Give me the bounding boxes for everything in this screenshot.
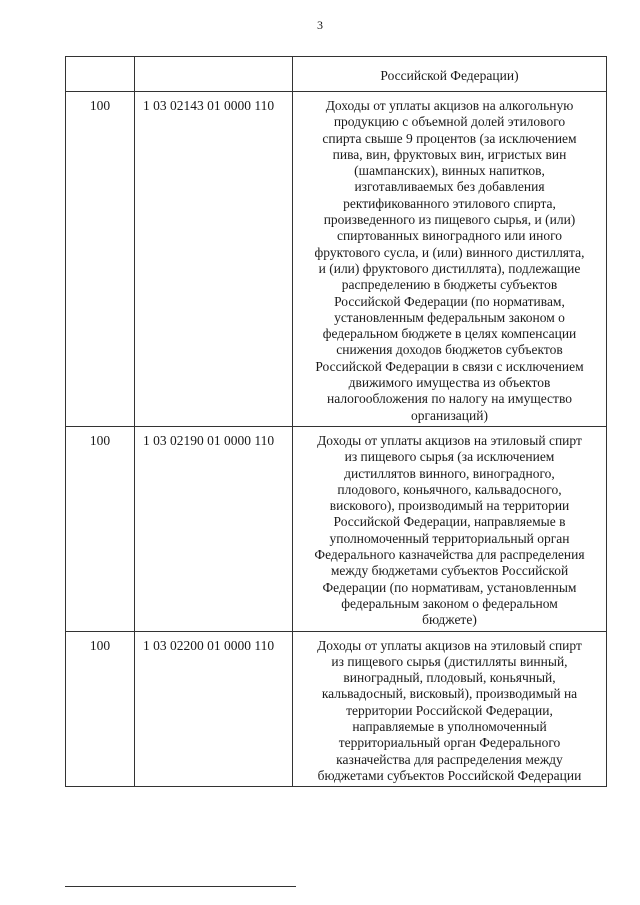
description-line: спирта свыше 9 процентов (за исключением bbox=[322, 130, 577, 146]
description-cell bbox=[293, 426, 607, 631]
description-line: федеральном бюджете в целях компенсации bbox=[322, 326, 577, 342]
kbk-cell: 1 03 02200 01 0000 110 bbox=[135, 631, 293, 787]
description-line: между бюджетами субъектов Российской bbox=[330, 563, 569, 579]
description-line: Доходы от уплаты акцизов на этиловый спирт bbox=[317, 637, 582, 653]
description-line: Доходы от уплаты акцизов на алкогольную bbox=[325, 98, 574, 113]
admin-code-cell bbox=[66, 57, 135, 92]
description-line: территории Российской Федерации, bbox=[346, 702, 553, 718]
description-line: направляемые в уполномоченный bbox=[352, 718, 547, 734]
description-line: и (или) фруктового дистиллята), подлежащие bbox=[318, 260, 581, 276]
description-line: движимого имущества из объектов bbox=[348, 375, 551, 391]
description-line: Федерации (по нормативам, установленным bbox=[322, 579, 577, 595]
description-line: Российской Федерации) bbox=[380, 67, 519, 83]
description-line: бюджете) bbox=[422, 612, 477, 628]
admin-code-cell: 100 bbox=[66, 631, 135, 787]
description-line: распределению в бюджеты субъектов bbox=[341, 277, 558, 293]
description-line: из пищевого сырья (дистилляты винный, bbox=[331, 653, 568, 669]
description-line: Российской Федерации в связи с исключением bbox=[315, 358, 584, 374]
description-line: произведенного из пищевого сырья, и (или) bbox=[323, 212, 576, 228]
description-line: Доходы от уплаты акцизов на этиловый спирт bbox=[317, 432, 582, 448]
description-line: продукцию с объемной долей этилового bbox=[333, 114, 566, 130]
description-line: казначейства для распределения между bbox=[336, 751, 563, 767]
budget-classification-table bbox=[65, 56, 607, 787]
description-line: спиртованных виноградного или иного bbox=[336, 228, 563, 244]
description-cell bbox=[293, 92, 607, 427]
description-line: территориальный орган Федерального bbox=[338, 735, 561, 751]
description-line: установленным федеральным законом о bbox=[334, 309, 565, 325]
description-line: федеральным законом о федеральном bbox=[341, 595, 558, 611]
description-line: пива, вин, фруктовых вин, игристых вин bbox=[332, 146, 567, 162]
description-line: налогообложения по налогу на имущество bbox=[327, 391, 572, 407]
description-line: бюджетами субъектов Российской Федерации bbox=[317, 767, 582, 783]
kbk-cell: 1 03 02143 01 0000 110 bbox=[135, 92, 293, 427]
description-cell bbox=[293, 631, 607, 787]
footer-rule bbox=[65, 886, 296, 887]
description-line: дистиллятов винного, виноградного, bbox=[344, 465, 555, 481]
kbk-cell: 1 03 02190 01 0000 110 bbox=[135, 426, 293, 631]
description-line: Федерального казначейства для распределения bbox=[314, 547, 585, 563]
description-line: виноградный, плодовый, коньячный, bbox=[343, 670, 556, 686]
description-line: организаций) bbox=[411, 407, 488, 423]
kbk-cell bbox=[135, 57, 293, 92]
page-number: 3 bbox=[317, 18, 323, 32]
description-line: (шампанских), винных напитков, bbox=[354, 163, 545, 179]
description-line: из пищевого сырья (за исключением bbox=[344, 449, 555, 465]
admin-code-cell: 100 bbox=[66, 426, 135, 631]
table-row bbox=[66, 631, 607, 787]
description-line: Российской Федерации, направляемые в bbox=[333, 514, 566, 530]
description-line: плодового, коньячного, кальвадосного, bbox=[337, 481, 562, 497]
description-line: изготавливаемых без добавления bbox=[354, 179, 545, 195]
description-line: ректификованного этилового спирта, bbox=[343, 195, 556, 211]
table-row bbox=[66, 426, 607, 631]
description-cell bbox=[293, 57, 607, 92]
description-line: Российской Федерации (по нормативам, bbox=[334, 293, 565, 309]
description-line: кальвадосный, висковый), производимый на bbox=[321, 686, 578, 702]
table-row bbox=[66, 92, 607, 427]
description-line: уполномоченный территориальный орган bbox=[329, 530, 570, 546]
admin-code-cell: 100 bbox=[66, 92, 135, 427]
description-line: вискового), производимый на территории bbox=[329, 498, 570, 514]
description-line: снижения доходов бюджетов субъектов bbox=[336, 342, 563, 358]
description-line: фруктового сусла, и (или) винного дистиллята, bbox=[314, 244, 585, 260]
table-row-continuation bbox=[66, 57, 607, 92]
